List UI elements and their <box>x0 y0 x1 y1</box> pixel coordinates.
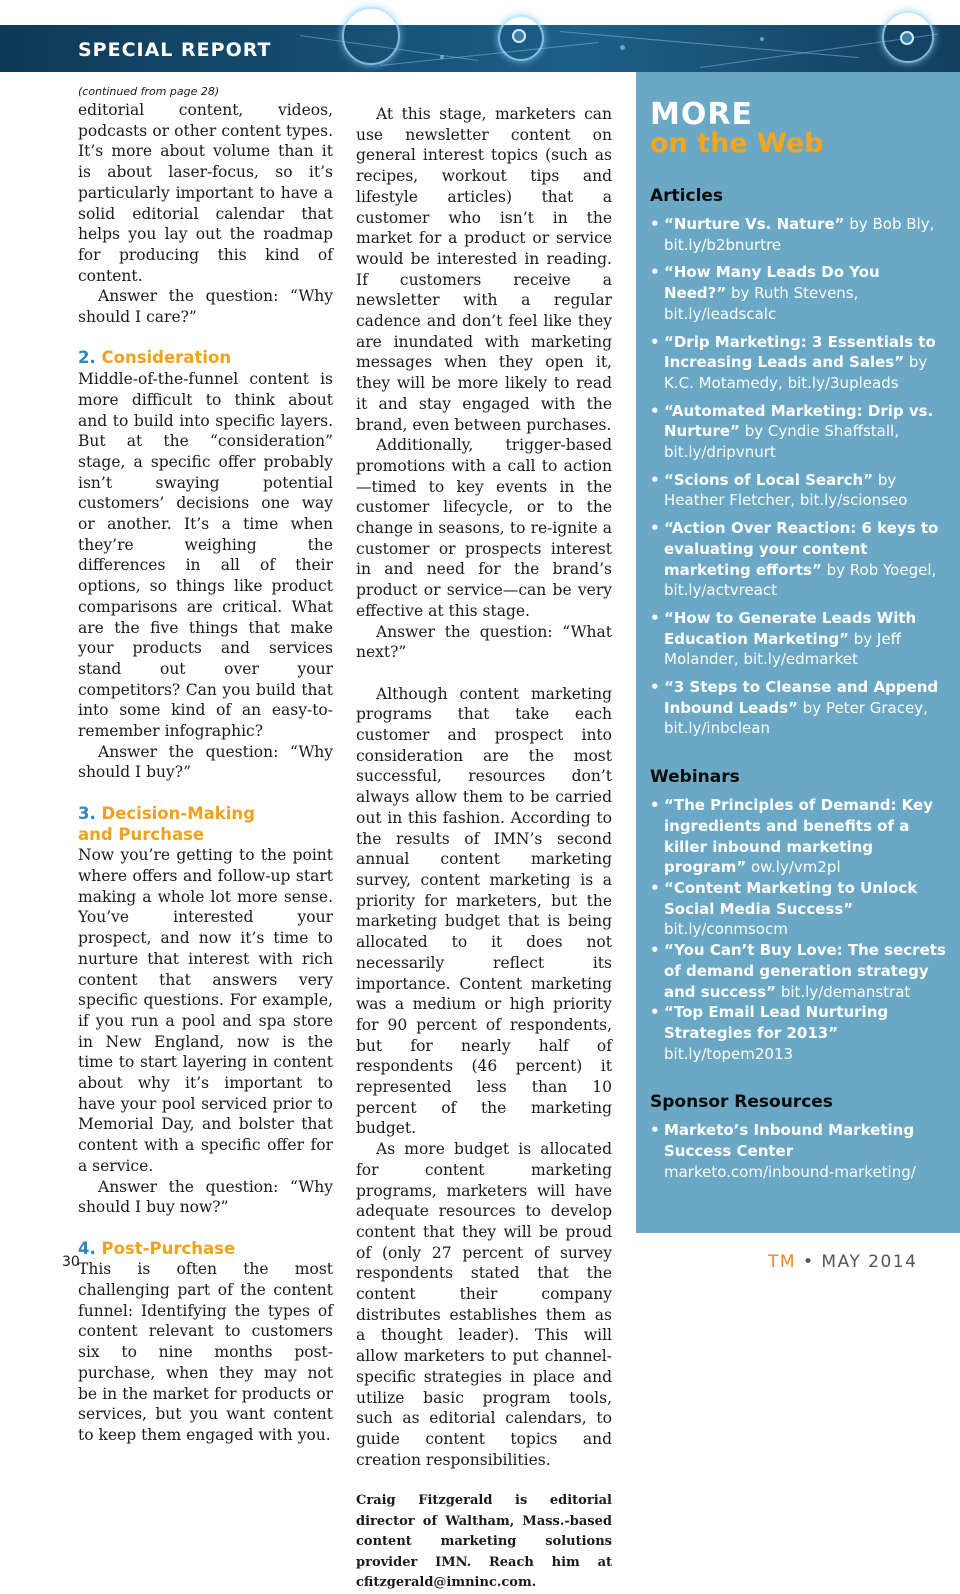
paragraph: This is often the most challenging part of the content funnel: Identifying the types of content relevant to customers six to nine months post-purchase, when they may not be in the market for products or services, but you want content to keep them engaged with you. <box>78 1260 333 1444</box>
bullet-icon: • <box>650 878 660 897</box>
subheading-text: Decision-Making <box>101 803 255 823</box>
issue-date: MAY 2014 <box>821 1252 918 1272</box>
webinar-link[interactable]: • “The Principles of Demand: Key ingredients and benefits of a killer inbound marketing program” ow.ly/vm2pl <box>650 796 933 877</box>
webinars-heading: Webinars <box>650 767 740 788</box>
bullet-icon: • <box>650 470 660 489</box>
question-answer: Answer the question: “Why should I buy now?” <box>78 1177 333 1217</box>
article-link[interactable]: • “Nurture Vs. Nature” by Bob Bly, bit.ly/b2bnurtre <box>650 215 935 254</box>
subheading-number: 3. <box>78 803 96 823</box>
article-column-1 <box>78 84 333 1446</box>
webinars-list <box>650 795 946 1064</box>
bullet-icon: • <box>650 608 660 627</box>
subheading-decision-making <box>78 804 333 845</box>
paragraph: Middle-of-the-funnel content is more difficult to think about and to build into specific layers. But at the “consideration” stage, a specific offer probably isn’t swaying potential customers’ decisions one way or another. It’s a time when they’re weighing the differences in all of their options, so things like product comparisons are critical. What are the five things that make your products and services stand out over your competitors? Can you build that into some kind of an easy-to-remember infographic? <box>78 370 333 741</box>
network-dot <box>440 55 444 59</box>
network-line <box>560 31 859 58</box>
bullet-icon: • <box>650 1003 660 1022</box>
bullet-icon: • <box>650 263 660 282</box>
subheading-number: 4. <box>78 1238 96 1258</box>
articles-list <box>650 214 946 739</box>
paragraph: Now you’re getting to the point where offers and follow-up start making a whole lot more sense. You’ve interested your prospect, and now it’s time to nurture that interest with rich content that answers very specific questions. For example, if you run a pool and spa store in New England, now is the time to start layering in content about why it’s important to have your pool serviced prior to Memorial Day, and bolster that content with a specific offer for a service. <box>78 846 333 1175</box>
network-line <box>380 42 599 66</box>
webinar-link[interactable]: • “Top Email Lead Nurturing Strategies for 2013” bit.ly/topem2013 <box>650 1003 889 1063</box>
bullet-icon: • <box>650 796 660 815</box>
subheading-consideration <box>78 348 333 369</box>
network-dot <box>620 45 625 50</box>
webinar-link[interactable]: • “Content Marketing to Unlock Social Media Success” bit.ly/conmsocm <box>650 878 918 939</box>
question-answer: Answer the question: “Why should I buy?” <box>78 742 333 782</box>
article-link[interactable]: • “3 Steps to Cleanse and Append Inbound Leads” by Peter Gracey, bit.ly/inbclean <box>650 678 939 738</box>
article-link[interactable]: • “Automated Marketing: Drip vs. Nurture” by Cyndie Shaffstall, bit.ly/dripvnurt <box>650 401 934 462</box>
webinar-link[interactable]: • “You Can’t Buy Love: The secrets of demand generation strategy and success” bit.ly/demanstrat <box>650 941 946 1001</box>
subheading-number: 2. <box>78 348 96 368</box>
continued-note: (continued from page 28) <box>78 85 220 98</box>
network-node-icon <box>900 31 914 45</box>
paragraph: At this stage, marketers can use newsletter content on general interest topics (such as recipes, workout tips and lifestyle articles) that a customer who isn’t in the market for a product or service would be interested in reading. If customers receive a newsletter with a regular cadence and don’t feel like they are inundated with marketing messages when they open it, they will be more likely to read it and stay engaged with the brand, even between purchases. <box>356 105 612 434</box>
paragraph: editorial content, videos, podcasts or other content types. It’s more about volume than it is about laser-focus, so it’s particularly important to have a solid editorial calendar that helps you lay out the roadmap for producing this kind of content. <box>78 101 333 285</box>
paragraph: As more budget is allocated for content marketing programs, marketers will have adequate resources to develop content that they will be proud of (only 27 percent of survey respondents stated that the content their company distributes establishes them as a thought leader). This will allow marketers to put channel-specific strategies in place and utilize basic program tools, such as editorial calendars, to guide content topics and creation responsibilities. <box>356 1140 612 1469</box>
subheading-text: and Purchase <box>78 824 205 844</box>
subheading-post-purchase <box>78 1239 333 1260</box>
sidebar-title: MORE <box>650 97 753 132</box>
bullet-icon: • <box>650 401 660 420</box>
bullet-icon: • <box>650 215 660 233</box>
sponsor-link[interactable]: • Marketo’s Inbound Marketing Success Center marketo.com/inbound-marketing/ <box>650 1121 916 1181</box>
footer-separator: • <box>802 1252 815 1272</box>
sponsor-resources-heading: Sponsor Resources <box>650 1092 833 1113</box>
question-answer: Answer the question: “Why should I care?” <box>78 287 333 327</box>
sidebar-subtitle: on the Web <box>650 128 824 159</box>
network-dot <box>760 37 764 41</box>
glowing-ring-icon <box>342 7 400 65</box>
article-link[interactable]: • “Scions of Local Search” by Heather Fletcher, bit.ly/scionseo <box>650 470 908 510</box>
bullet-icon: • <box>650 1121 660 1140</box>
bullet-icon: • <box>650 941 660 960</box>
article-link[interactable]: • “Drip Marketing: 3 Essentials to Increasing Leads and Sales” by K.C. Motamedy, bit.ly/3upleads <box>650 332 936 392</box>
sponsor-list <box>650 1120 946 1182</box>
subheading-text: Consideration <box>101 348 232 368</box>
question-answer: Answer the question: “What next?” <box>356 622 612 662</box>
section-title: SPECIAL REPORT <box>78 39 272 61</box>
article-link[interactable]: • “Action Over Reaction: 6 keys to evaluating your content marketing efforts” by Rob Yoegel, bit.ly/actvreact <box>650 519 939 600</box>
articles-heading: Articles <box>650 186 724 206</box>
bullet-icon: • <box>650 678 660 697</box>
paragraph: Although content marketing programs that take each customer and prospect into consideration are the most successful, resources don’t always allow them to be carried out in this fashion. According to the results of IMN’s second annual content marketing survey, content marketing is a priority for marketers, but the marketing budget that is being allocated to it does not necessarily reflect its importance. Content marketing was a medium or high priority for 90 percent of respondents, but for nearly half of respondents (46 percent) it represented less than 10 percent of the marketing budget. <box>356 684 612 1138</box>
section-header-banner <box>0 25 960 72</box>
more-on-the-web-sidebar <box>636 72 960 1233</box>
bullet-icon: • <box>650 519 660 538</box>
article-column-2 <box>356 104 612 1594</box>
article-link[interactable]: • “How to Generate Leads With Education Marketing” by Jeff Molander, bit.ly/edmarket <box>650 608 917 669</box>
magazine-brand: TM <box>768 1252 797 1272</box>
page-number: 30 <box>62 1254 80 1270</box>
network-node-icon <box>512 29 526 43</box>
paragraph: Additionally, trigger-based promotions with a call to action—timed to key events in the customer lifecycle, or to the change in seasons, to re-ignite a customer or prospects interest in and need for the brand’s product or service—can be very effective at this stage. <box>356 436 612 620</box>
author-bio: Craig Fitzgerald is editorial director of Waltham, Mass.-based content marketing solutions provider IMN. Reach him at cfitzgerald@imninc.com. <box>356 1493 612 1591</box>
subheading-text: Post-Purchase <box>101 1238 236 1258</box>
article-link[interactable]: • “How Many Leads Do You Need?” by Ruth Stevens, bit.ly/leadscalc <box>650 263 880 323</box>
issue-footer <box>768 1252 917 1272</box>
bullet-icon: • <box>650 332 660 351</box>
